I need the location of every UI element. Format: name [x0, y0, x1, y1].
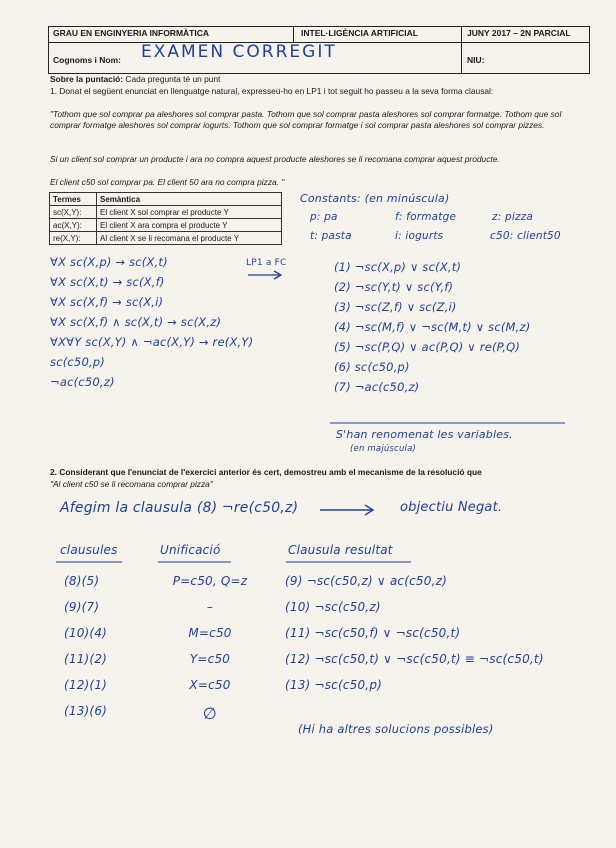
- unification: P=c50, Q=z: [172, 574, 248, 588]
- column-header: clausules: [60, 543, 118, 557]
- resolution-result: (12) ¬sc(c50,t) ∨ ¬sc(c50,t) ≡ ¬sc(c50,t): [285, 652, 544, 666]
- clause: (3) ¬sc(Z,f) ∨ sc(Z,i): [334, 300, 457, 314]
- table-header: Semàntica: [97, 193, 282, 206]
- constant-item: t: pasta: [310, 230, 352, 242]
- unification: X=c50: [189, 678, 231, 692]
- resolution-clauses: (8)(5): [64, 574, 100, 588]
- semantics-cell: El client X ara compra el producte Y: [97, 219, 282, 232]
- clause: (4) ¬sc(M,f) ∨ ¬sc(M,t) ∨ sc(M,z): [334, 320, 531, 334]
- clause: (2) ¬sc(Y,t) ∨ sc(Y,f): [334, 280, 454, 294]
- lp1-formula: sc(c50,p): [50, 355, 105, 369]
- scoring-label: Sobre la puntació:: [50, 74, 124, 84]
- q1-statement: "Tothom que sol comprar pa aleshores sol comprar pasta. Tothom que sol comprar pasta aleshores sol comprar formatge. Tothom que sol comprar formatge aleshores sol comprar iogurts. Tothom que sol comprar formatge i sol comprar pasta aleshores sol comprar pizzes.: [50, 109, 562, 131]
- resolution-clauses-column: [64, 574, 107, 730]
- constant-item: i: iogurts: [395, 230, 444, 242]
- term-cell: ac(X,Y):: [50, 219, 97, 232]
- clause: (1) ¬sc(X,p) ∨ sc(X,t): [334, 260, 462, 274]
- clause-list: [334, 260, 530, 400]
- renamed-note-2: (en majúscula): [350, 444, 417, 454]
- lp1-formula: ∀X∀Y sc(X,Y) ∧ ¬ac(X,Y) → re(X,Y): [50, 335, 254, 349]
- exam-period: JUNY 2017 – 2N PARCIAL: [467, 28, 571, 38]
- unification: Y=c50: [189, 652, 231, 666]
- constants-title: Constants: (en minúscula): [300, 192, 450, 205]
- clause: (5) ¬sc(P,Q) ∨ ac(P,Q) ∨ re(P,Q): [334, 340, 521, 354]
- table-row: [50, 206, 282, 219]
- result-column: [285, 574, 544, 730]
- underline: [330, 420, 570, 426]
- lp1-formula: ∀X sc(X,t) → sc(X,f): [50, 275, 165, 289]
- resolution-clauses: (10)(4): [64, 626, 108, 640]
- resolution-result: (11) ¬sc(c50,f) ∨ ¬sc(c50,t): [285, 626, 461, 640]
- course-name: GRAU EN ENGINYERIA INFORMÀTICA: [53, 28, 209, 38]
- scoring-text: Cada pregunta té un punt: [125, 74, 221, 84]
- scoring-line: [50, 74, 220, 85]
- terms-table: [49, 192, 282, 245]
- objective-note: objectiu Negat.: [400, 500, 503, 515]
- semantics-cell: El client X sol comprar el producte Y: [97, 206, 282, 219]
- q1-statement-2: Si un client sol comprar un producte i ara no compra aquest producte aleshores se li recomana comprar aquest producte.: [50, 154, 500, 164]
- header-top-row: [49, 27, 589, 43]
- exam-header: [48, 26, 590, 74]
- column-header: Clausula resultat: [288, 543, 393, 557]
- right-arrow-icon: [318, 504, 378, 516]
- subject-name: INTEL·LIGÈNCIA ARTIFICIAL: [301, 28, 418, 38]
- right-arrow-icon: [246, 270, 286, 280]
- resolution-clauses: (9)(7): [64, 600, 100, 614]
- clause: (7) ¬ac(c50,z): [334, 380, 420, 394]
- lp1-formula: ¬ac(c50,z): [50, 375, 115, 389]
- term-cell: sc(X,Y):: [50, 206, 97, 219]
- constant-item: z: pizza: [492, 211, 534, 223]
- niu-label: NIU:: [467, 55, 485, 65]
- table-header-row: [50, 193, 282, 206]
- column-header: Unificació: [160, 543, 221, 557]
- header-underline: [56, 560, 416, 564]
- name-value: EXAMEN CORREGIT: [141, 42, 337, 62]
- q2-intro: 2. Considerant que l'enunciat de l'exercici anterior és cert, demostreu amb el mecanisme de la resolució que: [50, 467, 482, 477]
- constant-item: p: pa: [310, 211, 338, 223]
- q1-intro: 1. Donat el següent enunciat en llenguatge natural, expresseu-ho en LP1 i tot seguit ho passeu a la seva forma clausal:: [50, 86, 494, 96]
- unification: M=c50: [188, 626, 232, 640]
- resolution-clauses: (11)(2): [64, 652, 108, 666]
- name-label: Cognoms i Nom:: [53, 55, 121, 65]
- unification: –: [206, 600, 214, 614]
- term-cell: re(X,Y):: [50, 232, 97, 245]
- semantics-cell: Al client X se li recomana el producte Y: [97, 232, 282, 245]
- resolution-clauses: (12)(1): [64, 678, 108, 692]
- resolution-result: (13) ¬sc(c50,p): [285, 678, 383, 692]
- q2-goal: "Al client c50 se li recomana comprar pizza": [50, 479, 213, 489]
- resolution-result: (9) ¬sc(c50,z) ∨ ac(c50,z): [285, 574, 447, 588]
- constant-item: f: formatge: [395, 211, 457, 223]
- table-row: [50, 219, 282, 232]
- resolution-clauses: (13)(6): [64, 704, 108, 718]
- lp1-formula: ∀X sc(X,p) → sc(X,t): [50, 255, 168, 269]
- constant-item: c50: client50: [490, 230, 561, 242]
- add-clause-line: Afegim la clausula (8) ¬re(c50,z): [60, 500, 299, 516]
- divider: [293, 27, 294, 42]
- clause: (6) sc(c50,p): [334, 360, 410, 374]
- lp1-formula: ∀X sc(X,f) ∧ sc(X,t) → sc(X,z): [50, 315, 222, 329]
- arrow-label: LP1 a FC: [246, 258, 287, 268]
- divider: [461, 42, 462, 73]
- table-row: [50, 232, 282, 245]
- resolution-result: (10) ¬sc(c50,z): [285, 600, 381, 614]
- divider: [461, 27, 462, 42]
- lp1-formula: ∀X sc(X,f) → sc(X,i): [50, 295, 164, 309]
- unification-column: [160, 574, 260, 730]
- lp1-formulas: [50, 255, 253, 395]
- unification-empty-clause: ∅: [202, 704, 218, 723]
- table-header: Termes: [50, 193, 97, 206]
- other-solutions-note: (Hi ha altres solucions possibles): [298, 722, 494, 736]
- renamed-note: S'han renomenat les variables.: [336, 428, 513, 441]
- q1-statement-3: El client c50 sol comprar pa. El client 50 ara no compra pizza. ": [50, 177, 285, 187]
